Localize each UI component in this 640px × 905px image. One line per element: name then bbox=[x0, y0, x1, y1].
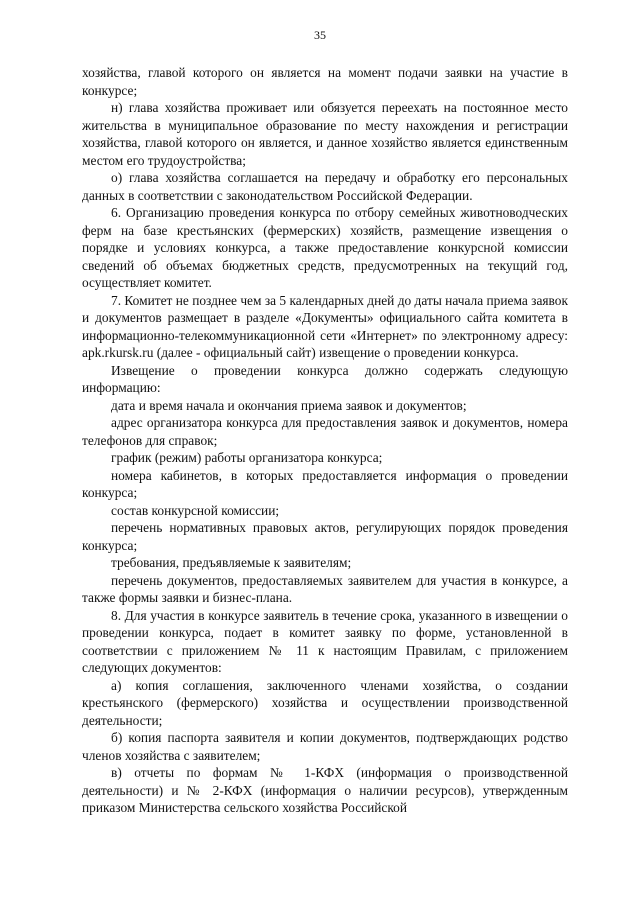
paragraph: Извещение о проведении конкурса должно содержать следующую информацию: bbox=[82, 362, 568, 395]
document-body bbox=[82, 64, 568, 817]
page-number: 35 bbox=[314, 28, 326, 42]
list-item: б) копия паспорта заявителя и копии документов, подтверждающих родство членов хозяйства с заявителем; bbox=[82, 730, 568, 763]
paragraph: о) глава хозяйства соглашается на передачу и обработку его персональных данных в соответствии с законодательством Российской Федерации. bbox=[82, 170, 568, 203]
list-item: а) копия соглашения, заключенного членами хозяйства, о создании крестьянского (фермерского) хозяйства и осуществлении производственной деятельности; bbox=[82, 677, 568, 728]
paragraph: хозяйства, главой которого он является на момент подачи заявки на участие в конкурсе; bbox=[82, 65, 568, 98]
list-item: перечень нормативных правовых актов, регулирующих порядок проведения конкурса; bbox=[82, 520, 568, 553]
list-item: номера кабинетов, в которых предоставляется информация о проведении конкурса; bbox=[82, 467, 568, 500]
paragraph: 8. Для участия в конкурсе заявитель в течение срока, указанного в извещении о проведении конкурса, подает в комитет заявку по форме, установленной в соответствии с приложением № 11 к настоящим Правилам, с приложением следующих документов: bbox=[82, 607, 568, 675]
list-item: адрес организатора конкурса для предоставления заявок и документов, номера телефонов для справок; bbox=[82, 415, 568, 448]
paragraph: н) глава хозяйства проживает или обязуется переехать на постоянное место жительства в муниципальное образование по месту нахождения и регистрации хозяйства, главой которого он является, и данное хозяйство является единственным местом его трудоустройства; bbox=[82, 100, 568, 168]
paragraph: 7. Комитет не позднее чем за 5 календарных дней до даты начала приема заявок и документов размещает в разделе «Документы» официального сайта комитета в информационно-телекоммуникационной сети «Интернет» по электронному адресу: apk.rkursk.ru (далее - официальный сайт) извещение о проведении конкурса. bbox=[82, 292, 568, 360]
paragraph: 6. Организацию проведения конкурса по отбору семейных животноводческих ферм на базе крестьянских (фермерских) хозяйств, размещение извещения о порядке и условиях конкурса, а также предоставление конкурсной комиссии сведений об объемах бюджетных средств, предусмотренных на текущий год, осуществляет комитет. bbox=[82, 205, 568, 290]
list-item: в) отчеты по формам № 1-КФХ (информация о производственной деятельности) и № 2-КФХ (информация о наличии ресурсов), утвержденным приказом Министерства сельского хозяйства Российской bbox=[82, 765, 568, 815]
list-item: перечень документов, предоставляемых заявителем для участия в конкурсе, а также формы заявки и бизнес-плана. bbox=[82, 572, 568, 605]
list-item: дата и время начала и окончания приема заявок и документов; bbox=[111, 397, 467, 413]
list-item: состав конкурсной комиссии; bbox=[111, 502, 280, 518]
list-item: требования, предъявляемые к заявителям; bbox=[111, 555, 352, 570]
list-item: график (режим) работы организатора конкурса; bbox=[111, 450, 383, 465]
